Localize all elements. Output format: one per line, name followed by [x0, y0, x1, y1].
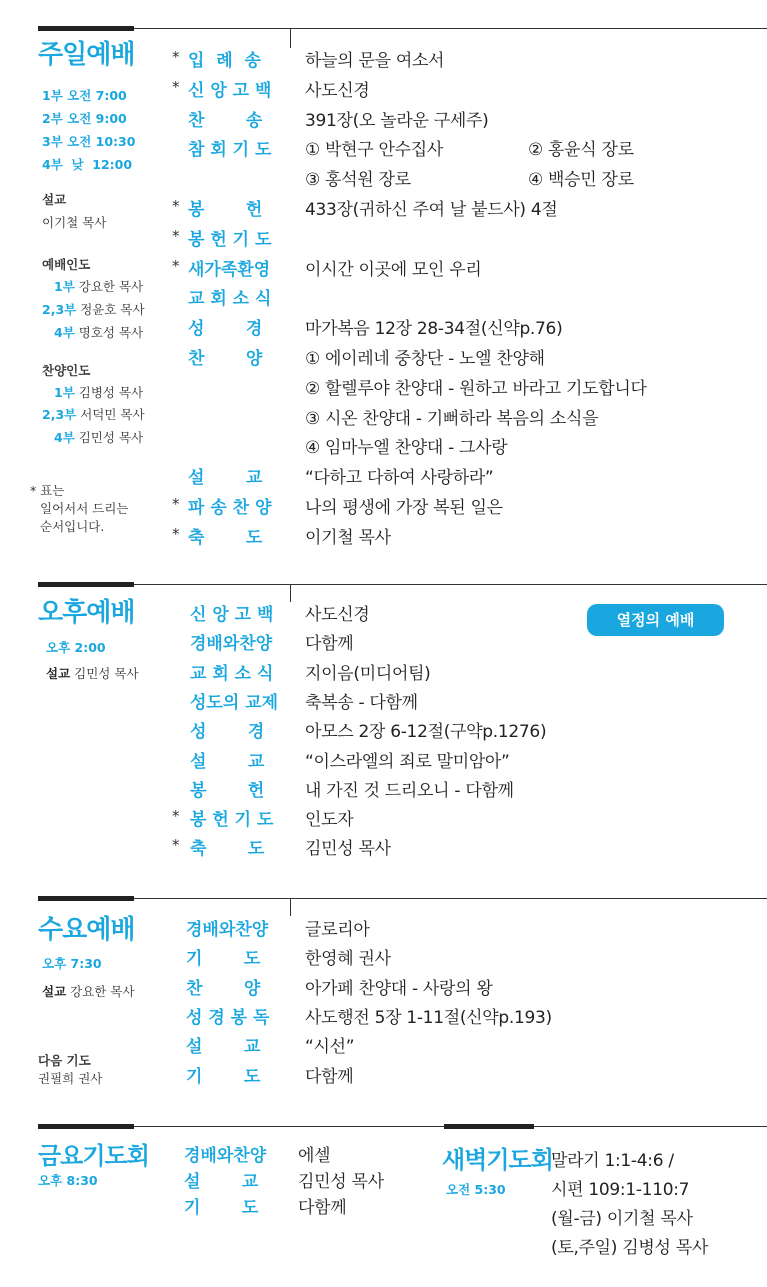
friday-top-bar: [38, 1124, 134, 1129]
leader-part: 2,3부: [42, 302, 77, 317]
order-value: 마가복음 12장 28-34절(신약p.76): [305, 319, 563, 340]
order-value: ③ 홍석원 장로: [305, 170, 411, 191]
sunday-time-1: 1부 오전 7:00: [42, 88, 127, 103]
dawn-line-4: (토,주일) 김병성 목사: [551, 1238, 708, 1258]
order-value-second: ④ 백승민 장로: [528, 170, 634, 191]
leader-part: 4부: [54, 325, 75, 340]
order-label: 봉 헌: [190, 780, 265, 801]
order-value: 아가페 찬양대 - 사랑의 왕: [305, 978, 493, 999]
standing-mark: *: [172, 48, 180, 66]
dawn-top-bar: [444, 1124, 534, 1129]
wednesday-top-bar: [38, 896, 134, 901]
passion-worship-badge: 열정의 예배: [587, 604, 724, 636]
standing-mark: *: [172, 807, 180, 826]
order-value: ① 박현구 안수집사: [305, 140, 444, 161]
standing-mark: *: [172, 226, 180, 245]
order-value: 391장(오 놀라운 구세주): [305, 110, 489, 131]
order-value: 사도행전 5장 1-11절(신약p.193): [305, 1007, 552, 1028]
dawn-time: 오전 5:30: [446, 1182, 506, 1197]
order-label: 기 도: [184, 1198, 259, 1218]
order-label: 신 앙 고 백: [188, 80, 272, 101]
order-value: 아모스 2장 6-12절(구약p.1276): [305, 722, 547, 743]
afternoon-sermon: [46, 664, 139, 682]
sermon-name: 강요한 목사: [70, 984, 135, 999]
sunday-title: 주일예배: [38, 40, 135, 70]
praise-name: 김민성 목사: [78, 430, 144, 445]
wednesday-time: 오후 7:30: [42, 956, 102, 971]
sunday-leader-2: [42, 300, 145, 318]
order-label: 축 도: [188, 527, 263, 548]
order-label: 찬 송: [188, 110, 263, 131]
order-label: 성도의 교제: [190, 692, 279, 713]
order-value: “이스라엘의 죄로 말미암아”: [305, 751, 510, 772]
order-label: 성 경 봉 독: [186, 1007, 270, 1028]
order-label: 파 송 찬 양: [188, 498, 272, 518]
standing-mark: *: [172, 836, 180, 855]
order-label: 신 앙 고 백: [190, 605, 274, 625]
dawn-line-3: (월-금) 이기철 목사: [551, 1209, 693, 1229]
afternoon-divider: [290, 584, 291, 602]
order-label: 찬 양: [188, 349, 263, 369]
sunday-praise-1: [54, 383, 143, 401]
leader-name: 정윤호 목사: [80, 302, 145, 317]
order-value: 내 가진 것 드리오니 - 다함께: [305, 780, 514, 801]
order-value: 사도신경: [305, 605, 370, 625]
order-value: 다함께: [305, 1066, 354, 1087]
sunday-sermon-label: 설교: [42, 192, 67, 207]
order-value: 다함께: [305, 634, 354, 655]
sunday-note-2: 일어서서 드리는: [40, 501, 129, 516]
order-label: 축 도: [190, 839, 265, 860]
sunday-praise-2: [42, 405, 145, 423]
order-value: 나의 평생에 가장 복된 일은: [305, 498, 503, 518]
sunday-top-bar: [38, 26, 134, 31]
sunday-note-3: 순서입니다.: [40, 519, 105, 534]
standing-mark: *: [172, 197, 180, 215]
wednesday-next-name: 권필희 권사: [38, 1071, 103, 1086]
order-value: 지이음(미디어팀): [305, 663, 431, 684]
praise-name: 김병성 목사: [78, 385, 144, 400]
sunday-leader-label: 예배인도: [42, 257, 91, 272]
leader-name: 명호성 목사: [78, 325, 144, 340]
wednesday-title: 수요예배: [38, 915, 135, 945]
order-value: 축복송 - 다함께: [305, 692, 418, 713]
wednesday-top-rule: [134, 898, 767, 899]
friday-time: 오후 8:30: [38, 1173, 98, 1188]
order-label: 교 회 소 식: [188, 289, 272, 310]
praise-part: 2,3부: [42, 407, 77, 422]
sermon-name: 김민성 목사: [74, 666, 139, 681]
order-label: 봉 헌 기 도: [190, 810, 274, 831]
order-label: 교 회 소 식: [190, 663, 274, 684]
order-value: ② 할렐루야 찬양대 - 원하고 바라고 기도합니다: [305, 378, 647, 399]
order-label: 설 교: [186, 1037, 261, 1058]
order-label: 새가족환영: [188, 259, 271, 280]
order-value: 인도자: [305, 810, 354, 831]
order-value: ③ 시온 찬양대 - 기뻐하라 복음의 소식을: [305, 408, 599, 429]
order-value: 글로리아: [305, 920, 370, 940]
order-value: 433장(귀하신 주여 날 붙드사) 4절: [305, 200, 558, 220]
order-label: 설 교: [184, 1172, 259, 1192]
order-label: 찬 양: [186, 978, 261, 999]
dawn-title: 새벽기도회: [442, 1146, 553, 1174]
sunday-leader-3: [54, 323, 143, 341]
order-value: ① 에이레네 중창단 - 노엘 찬양해: [305, 349, 545, 369]
order-value: 김민성 목사: [298, 1172, 384, 1192]
standing-mark: *: [172, 256, 180, 275]
order-label: 참 회 기 도: [188, 140, 272, 161]
order-value: 사도신경: [305, 80, 370, 101]
sunday-time-2: 2부 오전 9:00: [42, 111, 127, 126]
sunday-top-rule: [134, 28, 767, 29]
wednesday-divider: [290, 898, 291, 916]
order-label: 입 례 송: [188, 51, 261, 71]
sunday-time-3: 3부 오전 10:30: [42, 134, 136, 149]
sunday-divider: [290, 28, 291, 48]
order-value: 이시간 이곳에 모인 우리: [305, 259, 482, 280]
afternoon-time: 오후 2:00: [46, 640, 106, 655]
praise-name: 서덕민 목사: [80, 407, 145, 422]
sunday-note-1: * 표는: [30, 483, 65, 498]
order-value: 에셀: [298, 1146, 331, 1166]
order-value: “시선”: [305, 1037, 355, 1058]
standing-mark: *: [172, 524, 180, 543]
sunday-sermon-name: 이기철 목사: [42, 215, 107, 230]
order-value: 한영혜 권사: [305, 949, 391, 970]
leader-name: 강요한 목사: [78, 279, 144, 294]
order-value: ④ 임마누엘 찬양대 - 그사랑: [305, 438, 508, 459]
order-value: 하늘의 문을 여소서: [305, 51, 445, 71]
sermon-label: 설교: [42, 984, 67, 999]
afternoon-top-rule: [134, 584, 767, 585]
wednesday-sermon: [42, 982, 135, 1000]
order-value: 김민성 목사: [305, 839, 391, 860]
sermon-label: 설교: [46, 666, 71, 681]
order-label: 봉 헌: [188, 200, 263, 220]
sunday-time-4: 4부 낮 12:00: [42, 157, 133, 172]
order-value: 이기철 목사: [305, 527, 391, 548]
order-label: 봉 헌 기 도: [188, 229, 272, 250]
order-label: 성 경: [190, 722, 265, 743]
order-label: 설 교: [190, 751, 265, 772]
order-label: 경배와찬양: [190, 634, 273, 655]
standing-mark: *: [172, 77, 180, 96]
wednesday-next-label: 다음 기도: [38, 1053, 91, 1068]
order-label: 경배와찬양: [184, 1146, 267, 1166]
praise-part: 1부: [54, 385, 75, 400]
order-label: 기 도: [186, 949, 261, 970]
standing-mark: *: [172, 495, 180, 513]
dawn-line-2: 시편 109:1-110:7: [551, 1180, 690, 1200]
sunday-praise-label: 찬양인도: [42, 363, 91, 378]
order-label: 설 교: [188, 468, 263, 489]
order-value-second: ② 홍윤식 장로: [528, 140, 634, 161]
praise-part: 4부: [54, 430, 75, 445]
order-label: 성 경: [188, 319, 263, 340]
sunday-praise-3: [54, 428, 143, 446]
afternoon-title: 오후예배: [38, 598, 135, 628]
order-value: 다함께: [298, 1198, 347, 1218]
order-label: 경배와찬양: [186, 920, 269, 940]
order-value: “다하고 다하여 사랑하라”: [305, 468, 494, 489]
afternoon-top-bar: [38, 582, 134, 587]
order-label: 기 도: [186, 1066, 261, 1087]
leader-part: 1부: [54, 279, 75, 294]
dawn-line-1: 말라기 1:1-4:6 /: [551, 1151, 674, 1171]
sunday-leader-1: [54, 277, 143, 295]
friday-title: 금요기도회: [38, 1142, 149, 1170]
